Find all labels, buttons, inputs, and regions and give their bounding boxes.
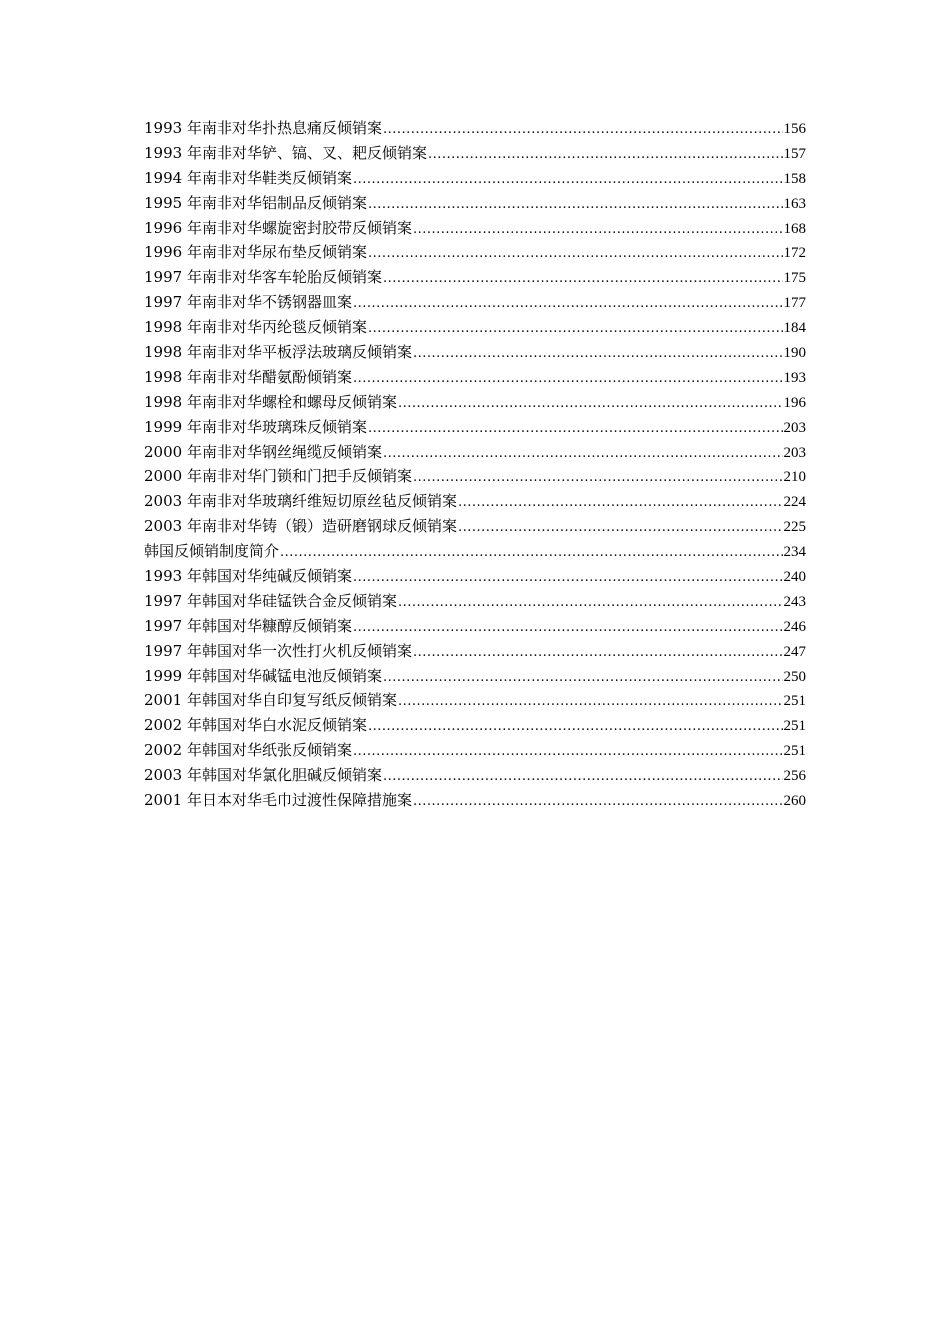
toc-entry[interactable] xyxy=(144,390,806,415)
toc-entry-title: 1998 年南非对华平板浮法玻璃反倾销案 xyxy=(144,343,412,362)
toc-entry[interactable] xyxy=(144,639,806,664)
dot-leader xyxy=(368,242,783,267)
toc-entry-title: 1998 年南非对华醋氨酚倾销案 xyxy=(144,367,352,386)
toc-entry[interactable] xyxy=(144,240,806,265)
toc-entry-title: 1997 年韩国对华糠醇反倾销案 xyxy=(144,616,352,635)
toc-entry-page-number: 177 xyxy=(783,295,806,312)
toc-entry[interactable] xyxy=(144,290,806,315)
dot-leader xyxy=(368,417,783,442)
toc-entry[interactable] xyxy=(144,589,806,614)
dot-leader xyxy=(383,442,783,467)
toc-entry-title: 2003 年韩国对华氯化胆碱反倾销案 xyxy=(144,766,382,785)
toc-entry-title: 2000 年南非对华门锁和门把手反倾销案 xyxy=(144,467,412,486)
toc-entry[interactable] xyxy=(144,440,806,465)
toc-entry-title: 2001 年日本对华毛巾过渡性保障措施案 xyxy=(144,791,412,810)
toc-entry[interactable] xyxy=(144,614,806,639)
toc-entry[interactable] xyxy=(144,415,806,440)
toc-entry[interactable] xyxy=(144,340,806,365)
dot-leader xyxy=(428,143,783,168)
toc-entry[interactable] xyxy=(144,489,806,514)
toc-entry-page-number: 240 xyxy=(783,569,806,586)
toc-entry-title: 1993 年南非对华扑热息痛反倾销案 xyxy=(144,119,382,137)
toc-entry-page-number: 247 xyxy=(783,643,806,660)
toc-entry-page-number: 256 xyxy=(783,768,806,785)
table-of-contents xyxy=(144,116,806,813)
dot-leader xyxy=(458,516,783,541)
toc-entry-page-number: 156 xyxy=(783,121,806,137)
toc-entry-page-number: 250 xyxy=(783,668,806,685)
toc-entry[interactable] xyxy=(144,216,806,241)
toc-entry-page-number: 246 xyxy=(783,618,806,635)
toc-entry-title: 1997 年韩国对华硅锰铁合金反倾销案 xyxy=(144,591,397,610)
toc-entry-title: 1998 年南非对华螺栓和螺母反倾销案 xyxy=(144,392,397,411)
toc-entry-page-number: 251 xyxy=(783,743,806,760)
toc-entry[interactable] xyxy=(144,191,806,216)
dot-leader xyxy=(413,641,783,666)
toc-entry-page-number: 203 xyxy=(783,444,806,461)
dot-leader xyxy=(368,715,783,740)
toc-entry[interactable] xyxy=(144,464,806,489)
toc-entry-page-number: 168 xyxy=(783,220,806,237)
toc-entry-title: 1995 年南非对华铝制品反倾销案 xyxy=(144,193,367,212)
toc-entry[interactable] xyxy=(144,763,806,788)
toc-entry[interactable] xyxy=(144,141,806,166)
toc-entry[interactable] xyxy=(144,564,806,589)
toc-entry[interactable] xyxy=(144,788,806,813)
toc-entry-page-number: 196 xyxy=(783,394,806,411)
dot-leader xyxy=(383,118,783,143)
toc-entry-title: 2002 年韩国对华纸张反倾销案 xyxy=(144,741,352,760)
toc-entry-title: 1999 年韩国对华碱锰电池反倾销案 xyxy=(144,666,382,685)
dot-leader xyxy=(353,168,783,193)
toc-entry-page-number: 251 xyxy=(783,718,806,735)
dot-leader xyxy=(383,765,783,790)
dot-leader xyxy=(353,616,783,641)
dot-leader xyxy=(353,740,783,765)
toc-entry-page-number: 224 xyxy=(783,494,806,511)
dot-leader xyxy=(398,690,783,715)
toc-entry[interactable] xyxy=(144,738,806,763)
toc-entry-title: 1998 年南非对华丙纶毯反倾销案 xyxy=(144,318,367,337)
toc-entry-title: 1997 年南非对华客车轮胎反倾销案 xyxy=(144,268,382,287)
toc-entry-title: 2003 年南非对华玻璃纤维短切原丝毡反倾销案 xyxy=(144,492,457,511)
toc-entry-title: 1999 年南非对华玻璃珠反倾销案 xyxy=(144,417,367,436)
toc-entry-title: 2003 年南非对华铸（锻）造研磨钢球反倾销案 xyxy=(144,517,457,536)
toc-entry[interactable] xyxy=(144,664,806,689)
toc-entry-title: 2000 年南非对华钢丝绳缆反倾销案 xyxy=(144,442,382,461)
toc-entry[interactable] xyxy=(144,688,806,713)
dot-leader xyxy=(353,367,783,392)
dot-leader xyxy=(383,267,783,292)
toc-entry-page-number: 225 xyxy=(783,519,806,536)
toc-entry[interactable] xyxy=(144,265,806,290)
toc-entry-title: 1993 年韩国对华纯碱反倾销案 xyxy=(144,567,352,586)
toc-entry-page-number: 175 xyxy=(783,270,806,287)
toc-entry-title: 1997 年韩国对华一次性打火机反倾销案 xyxy=(144,641,412,660)
toc-entry-title: 1993 年南非对华铲、镐、叉、耙反倾销案 xyxy=(144,143,427,162)
toc-entry-page-number: 203 xyxy=(783,419,806,436)
dot-leader xyxy=(383,666,783,691)
dot-leader xyxy=(413,218,783,243)
toc-entry-page-number: 243 xyxy=(783,593,806,610)
toc-entry-title: 2002 年韩国对华白水泥反倾销案 xyxy=(144,716,367,735)
toc-entry[interactable] xyxy=(144,166,806,191)
toc-entry-title: 韩国反倾销制度简介 xyxy=(144,542,280,561)
toc-entry-title: 1996 年南非对华尿布垫反倾销案 xyxy=(144,243,367,262)
toc-entry-page-number: 163 xyxy=(783,195,806,212)
dot-leader xyxy=(353,566,783,591)
toc-entry[interactable] xyxy=(144,514,806,539)
dot-leader xyxy=(353,292,783,317)
toc-entry-page-number: 158 xyxy=(783,170,806,187)
toc-entry[interactable] xyxy=(144,539,806,564)
dot-leader xyxy=(398,392,783,417)
toc-entry-page-number: 190 xyxy=(783,345,806,362)
dot-leader xyxy=(280,541,782,566)
toc-entry[interactable] xyxy=(144,116,806,141)
toc-entry-page-number: 157 xyxy=(783,145,806,162)
toc-entry[interactable] xyxy=(144,365,806,390)
dot-leader xyxy=(368,317,783,342)
toc-entry[interactable] xyxy=(144,713,806,738)
dot-leader xyxy=(398,591,783,616)
toc-entry-page-number: 184 xyxy=(783,320,806,337)
toc-entry-page-number: 172 xyxy=(783,245,806,262)
dot-leader xyxy=(413,466,783,491)
toc-entry[interactable] xyxy=(144,315,806,340)
dot-leader xyxy=(368,193,783,218)
toc-entry-page-number: 234 xyxy=(783,544,806,561)
dot-leader xyxy=(458,491,783,516)
toc-entry-page-number: 210 xyxy=(783,469,806,486)
toc-entry-title: 1994 年南非对华鞋类反倾销案 xyxy=(144,168,352,187)
toc-entry-page-number: 193 xyxy=(783,369,806,386)
toc-entry-page-number: 260 xyxy=(783,793,806,810)
toc-entry-title: 1997 年南非对华不锈钢器皿案 xyxy=(144,293,352,312)
toc-entry-page-number: 251 xyxy=(783,693,806,710)
toc-entry-title: 1996 年南非对华螺旋密封胶带反倾销案 xyxy=(144,218,412,237)
dot-leader xyxy=(413,342,783,367)
dot-leader xyxy=(413,790,783,815)
toc-entry-title: 2001 年韩国对华自印复写纸反倾销案 xyxy=(144,691,397,710)
